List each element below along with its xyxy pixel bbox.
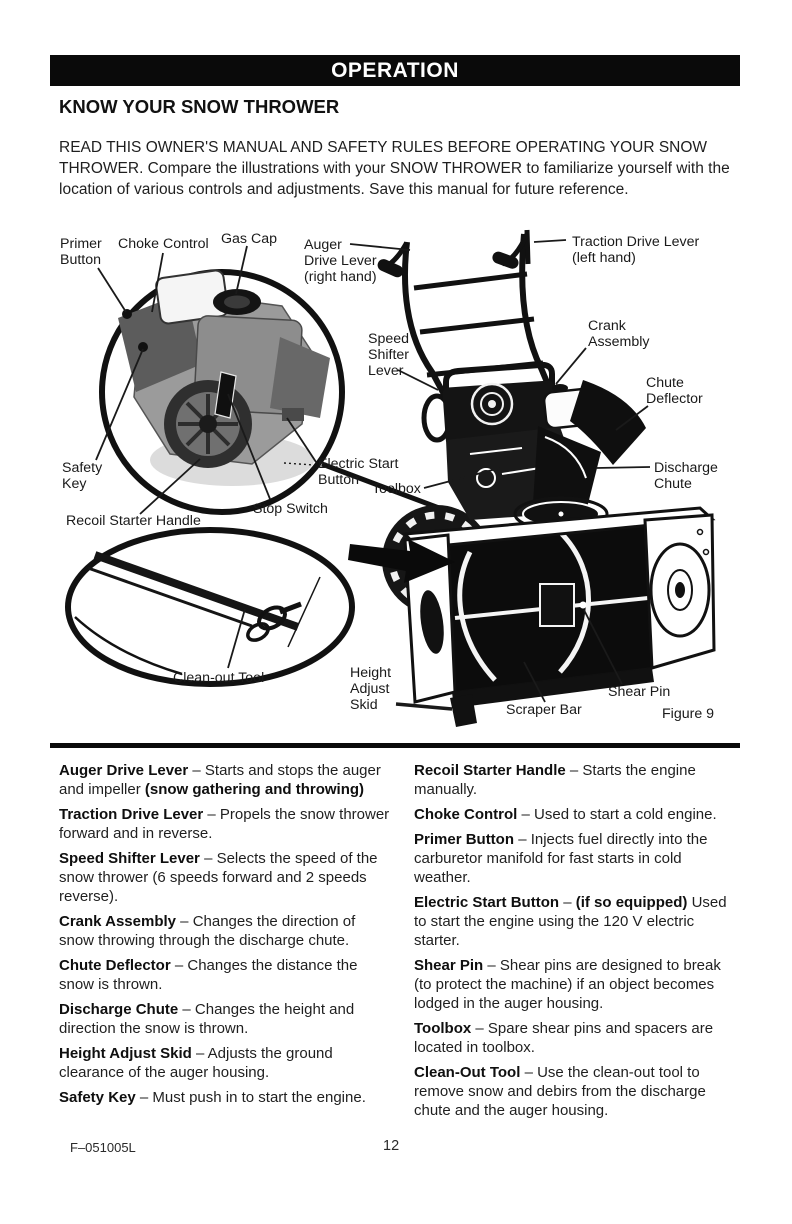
primer-bulb-dot	[122, 309, 132, 319]
definition-item: Auger Drive Lever – Starts and stops the auger and impeller (snow gathering and throwing)	[59, 762, 381, 798]
diagram-label-height-adjust-skid: Skid	[350, 697, 378, 713]
document-number: F–051005L	[70, 1140, 136, 1155]
definition-desc: Used to start a cold engine.	[534, 806, 717, 823]
definition-term: Electric Start Button	[414, 894, 560, 911]
definition-desc: Injects fuel directly into the carburetor manifold for fast starts in cold weather.	[414, 831, 708, 886]
shear-pin-point	[580, 602, 587, 609]
diagram-label-primer-button: Primer	[60, 236, 102, 252]
definition-desc: Use the clean-out tool to remove snow and debirs from the discharge chute and the auger housing.	[414, 1064, 706, 1119]
diagram-label-traction-drive-lever: (left hand)	[572, 250, 636, 266]
definition-desc: Spare shear pins and spacers are located in toolbox.	[414, 1020, 714, 1056]
diagram-label-stop-switch: Stop Switch	[253, 501, 328, 517]
diagram-label-safety-key: Safety	[62, 460, 103, 476]
definition-desc: Shear pins are designed to break (to protect the machine) if an object becomes lodged in the auger housing.	[414, 957, 721, 1012]
definition-term: Primer Button	[414, 831, 515, 848]
diagram-label-speed-shifter-lever: Lever	[368, 363, 404, 379]
cleanout-tool-callout	[68, 530, 352, 684]
diagram-label-crank-assembly: Assembly	[588, 334, 650, 350]
page-title: KNOW YOUR SNOW THROWER	[59, 96, 340, 117]
definition-term: Speed Shifter Lever	[59, 850, 200, 867]
section-header-bar	[50, 55, 740, 86]
definition-desc: Selects the speed of the snow thrower (6 speeds forward and 2 speeds reverse).	[59, 850, 378, 905]
diagram-label-gas-cap: Gas Cap	[221, 231, 277, 247]
diagram-label-auger-drive-lever: Drive Lever	[304, 253, 377, 269]
definition-item: Chute Deflector – Changes the distance the snow is thrown.	[59, 957, 358, 993]
definition-term: Height Adjust Skid	[59, 1045, 192, 1062]
definition-item: Speed Shifter Lever – Selects the speed of the snow thrower (6 speeds forward and 2 speeds reverse).	[59, 850, 378, 905]
definition-desc: Used to start the engine using the 120 V electric starter.	[414, 894, 727, 949]
diagram-label-chute-deflector: Chute	[646, 375, 684, 391]
figure-caption: Figure 9	[662, 706, 715, 722]
definition-item: Discharge Chute – Changes the height and direction the snow is thrown.	[59, 1001, 355, 1037]
diagram-label-speed-shifter-lever: Speed	[368, 331, 410, 347]
definition-item: Choke Control – Used to start a cold engine.	[414, 806, 717, 823]
definitions-right-column	[414, 761, 742, 1126]
definition-item: Height Adjust Skid – Adjusts the ground clearance of the auger housing.	[59, 1045, 333, 1081]
diagram-label-electric-start-button: Electric Start	[318, 456, 399, 472]
section-divider	[50, 743, 740, 748]
definition-item: Recoil Starter Handle – Starts the engine manually.	[414, 762, 696, 798]
electric-starter-part	[282, 408, 304, 421]
definition-item: Safety Key – Must push in to start the engine.	[59, 1089, 366, 1106]
definition-term: Shear Pin	[414, 957, 484, 974]
definition-term: Recoil Starter Handle	[414, 762, 566, 779]
diagram-label-auger-drive-lever: Auger	[304, 237, 342, 253]
definitions-left-column	[59, 761, 391, 1113]
definition-term: Auger Drive Lever	[59, 762, 189, 779]
definition-bold: (snow gathering and throwing)	[144, 781, 365, 798]
auger-gearbox	[540, 584, 574, 626]
definition-term: Traction Drive Lever	[59, 806, 204, 823]
diagram-label-scraper-bar: Scraper Bar	[506, 702, 582, 718]
definition-item: Traction Drive Lever – Propels the snow thrower forward and in reverse.	[59, 806, 390, 842]
figure-9-diagram	[0, 222, 792, 737]
definition-item: Shear Pin – Shear pins are designed to break (to protect the machine) if an object becomes lodged in the auger housing.	[414, 957, 721, 1012]
diagram-label-clean-out-tool: Clean-out Tool	[173, 670, 265, 686]
definition-item: Clean-Out Tool – Use the clean-out tool to remove snow and debirs from the discharge chute and the auger housing.	[414, 1064, 706, 1119]
recoil-hub	[199, 415, 217, 433]
intro-paragraph: READ THIS OWNER'S MANUAL AND SAFETY RULES BEFORE OPERATING YOUR SNOW THROWER. Compare the illustrations with your SNOW THROWER to familiarize yourself with the location of various controls and adjustments. Save this manual for future reference.	[59, 138, 730, 198]
diagram-label-toolbox: Toolbox	[372, 481, 421, 497]
diagram-label-primer-button: Button	[60, 252, 102, 268]
definition-desc: Changes the distance the snow is thrown.	[59, 957, 358, 993]
definition-term: Toolbox	[414, 1020, 472, 1037]
diagram-label-traction-drive-lever: Traction Drive Lever	[572, 234, 700, 250]
diagram-label-electric-start-button: Button	[318, 472, 360, 488]
engine-closeup-callout	[102, 269, 342, 512]
definition-term: Discharge Chute	[59, 1001, 179, 1018]
diagram-label-height-adjust-skid: Height	[350, 665, 392, 681]
diagram-label-speed-shifter-lever: Shifter	[368, 347, 410, 363]
definition-item: Electric Start Button – (if so equipped) Used to start the engine using the 120 V electric starter.	[414, 894, 727, 949]
diagram-label-discharge-chute: Discharge	[654, 460, 718, 476]
diagram-label-auger-drive-lever: (right hand)	[304, 269, 377, 285]
definition-bold: (if so equipped)	[575, 894, 688, 911]
definition-term: Chute Deflector	[59, 957, 171, 974]
definition-desc: Adjusts the ground clearance of the auger housing.	[59, 1045, 333, 1081]
definition-term: Clean-Out Tool	[414, 1064, 521, 1081]
definition-desc: Starts and stops the auger and impeller	[59, 762, 381, 798]
definition-desc: Starts the engine manually.	[414, 762, 696, 798]
definition-item: Toolbox – Spare shear pins and spacers are located in toolbox.	[414, 1020, 714, 1056]
section-header-title: OPERATION	[331, 58, 459, 82]
diagram-label-height-adjust-skid: Adjust	[350, 681, 390, 697]
definition-term: Safety Key	[59, 1089, 136, 1106]
diagram-label-discharge-chute: Chute	[654, 476, 692, 492]
page-number: 12	[383, 1138, 400, 1154]
definition-desc: Propels the snow thrower forward and in reverse.	[59, 806, 390, 842]
definition-item: Primer Button – Injects fuel directly into the carburetor manifold for fast starts in cold weather.	[414, 831, 708, 886]
definition-term: Choke Control	[414, 806, 518, 823]
gas-cap-inner	[224, 296, 250, 309]
definition-desc: Must push in to start the engine.	[152, 1089, 366, 1106]
definition-item: Crank Assembly – Changes the direction of snow throwing through the discharge chute.	[59, 913, 356, 949]
diagram-label-recoil-starter-handle: Recoil Starter Handle	[66, 513, 201, 529]
diagram-label-crank-assembly: Crank	[588, 318, 626, 334]
definition-desc: Changes the direction of snow throwing through the discharge chute.	[59, 913, 356, 949]
diagram-label-chute-deflector: Deflector	[646, 391, 703, 407]
definition-term: Crank Assembly	[59, 913, 176, 930]
diagram-label-shear-pin: Shear Pin	[608, 684, 671, 700]
diagram-label-safety-key: Key	[62, 476, 87, 492]
diagram-label-choke-control: Choke Control	[118, 236, 209, 252]
definition-desc: Changes the height and direction the snow is thrown.	[59, 1001, 355, 1037]
